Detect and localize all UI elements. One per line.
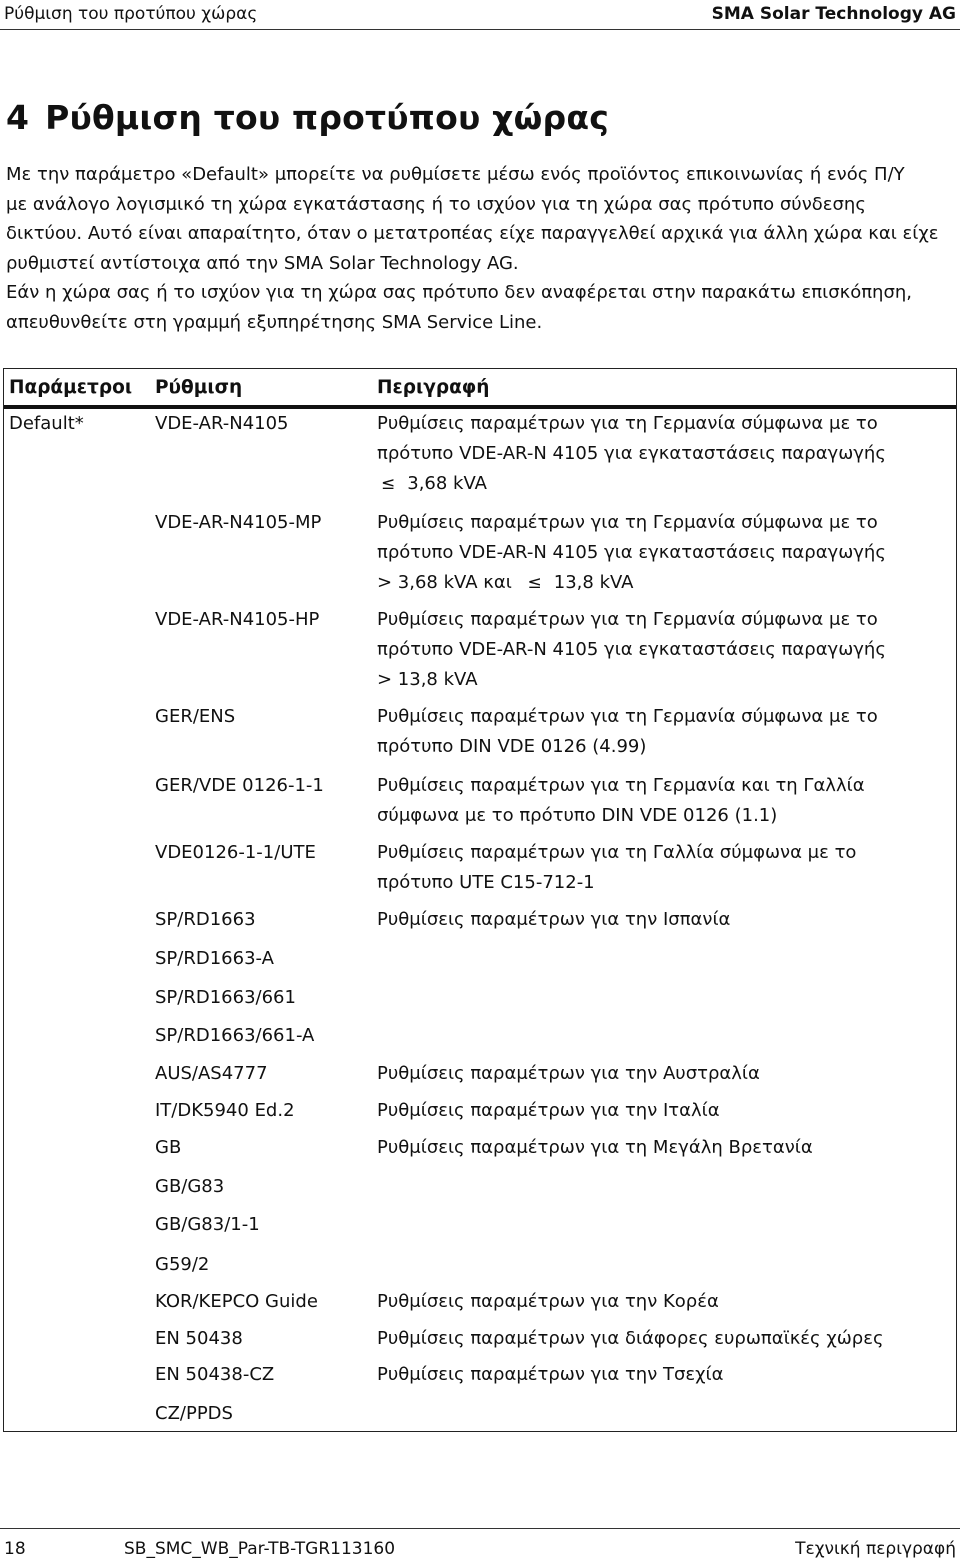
setting-cell: IT/DK5940 Ed.2 — [155, 1100, 295, 1121]
setting-cell: EN 50438-CZ — [155, 1364, 275, 1385]
setting-cell: SP/RD1663-A — [155, 948, 274, 969]
header-section-title: Ρύθμιση του προτύπου χώρας — [4, 4, 258, 24]
description-cell: Ρυθμίσεις παραμέτρων για την Τσεχία — [377, 1364, 724, 1385]
setting-cell: SP/RD1663/661-A — [155, 1025, 315, 1046]
setting-cell: EN 50438 — [155, 1328, 243, 1349]
description-cell: Ρυθμίσεις παραμέτρων για την Κορέα — [377, 1291, 719, 1312]
table-header — [4, 369, 956, 409]
header-company: SMA Solar Technology AG — [711, 4, 956, 24]
less-equal-icon: ≤ — [527, 573, 542, 593]
description-cell: Ρυθμίσεις παραμέτρων για τη Γερμανία σύμφωνα με το πρότυπο VDE-AR-N 4105 για εγκαταστάσεις παραγωγής > 13,8 kVA — [377, 609, 886, 690]
page-header — [0, 0, 960, 30]
setting-cell: GB/G83/1-1 — [155, 1214, 260, 1235]
description-cell: Ρυθμίσεις παραμέτρων για τη Μεγάλη Βρετανία — [377, 1137, 813, 1158]
intro-text — [6, 160, 956, 337]
header-setting: Ρύθμιση — [155, 377, 243, 398]
page-number: 18 — [4, 1539, 26, 1559]
description-cell: Ρυθμίσεις παραμέτρων για διάφορες ευρωπαϊκές χώρες — [377, 1328, 884, 1349]
setting-cell: VDE-AR-N4105 — [155, 413, 289, 434]
setting-cell: GB — [155, 1137, 182, 1158]
page-title — [6, 98, 609, 137]
description-cell: Ρυθμίσεις παραμέτρων για τη Γερμανία σύμφωνα με το πρότυπο DIN VDE 0126 (4.99) — [377, 706, 878, 757]
intro-paragraph-1: Με την παράμετρο «Default» μπορείτε να ρυθμίσετε μέσω ενός προϊόντος επικοινωνίας ή ενός Π/Υ με ανάλογο λογισμικό τη χώρα εγκατάστασης ή το ισχύον για τη χώρα σας πρότυπο σύνδεσης δικτύου. Αυτό είναι απαραίτητο, όταν ο μετατροπέας είχε παραγγελθεί αρχικά για άλλη χώρα και είχε ρυθμιστεί αντίστοιχα από την SMA Solar Technology AG. — [6, 164, 939, 274]
document-id: SB_SMC_WB_Par-TB-TGR113160 — [124, 1539, 396, 1559]
country-standards-table — [3, 368, 957, 1432]
setting-cell: GER/ENS — [155, 706, 236, 727]
setting-cell: CZ/PPDS — [155, 1403, 233, 1424]
header-parameters: Παράμετροι — [9, 377, 133, 398]
setting-cell: VDE-AR-N4105-MP — [155, 512, 322, 533]
setting-cell: AUS/AS4777 — [155, 1063, 268, 1084]
header-description: Περιγραφή — [377, 377, 490, 398]
description-cell: Ρυθμίσεις παραμέτρων για τη Γερμανία σύμφωνα με το πρότυπο VDE-AR-N 4105 για εγκαταστάσεις παραγωγής > 3,68 kVA και ≤ 13,8 kVA — [377, 508, 886, 598]
setting-cell: GB/G83 — [155, 1176, 225, 1197]
description-cell: Ρυθμίσεις παραμέτρων για τη Γερμανία και τη Γαλλία σύμφωνα με το πρότυπο DIN VDE 0126 (1.1) — [377, 775, 865, 826]
page-footer — [0, 1528, 960, 1564]
setting-cell: KOR/KEPCO Guide — [155, 1291, 318, 1312]
description-cell: Ρυθμίσεις παραμέτρων για την Ισπανία — [377, 909, 731, 930]
setting-cell: VDE0126-1-1/UTE — [155, 842, 316, 863]
description-cell: Ρυθμίσεις παραμέτρων για την Αυστραλία — [377, 1063, 760, 1084]
param-default: Default* — [9, 413, 84, 434]
description-cell: Ρυθμίσεις παραμέτρων για την Ιταλία — [377, 1100, 720, 1121]
chapter-number: 4 — [6, 98, 30, 137]
setting-cell: VDE-AR-N4105-HP — [155, 609, 320, 630]
description-cell: Ρυθμίσεις παραμέτρων για τη Γερμανία σύμφωνα με το πρότυπο VDE-AR-N 4105 για εγκαταστάσεις παραγωγής ≤ 3,68 kVA — [377, 409, 886, 499]
chapter-title: Ρύθμιση του προτύπου χώρας — [45, 98, 609, 137]
setting-cell: SP/RD1663 — [155, 909, 256, 930]
setting-cell: SP/RD1663/661 — [155, 987, 296, 1008]
setting-cell: GER/VDE 0126-1-1 — [155, 775, 324, 796]
intro-paragraph-2: Εάν η χώρα σας ή το ισχύον για τη χώρα σας πρότυπο δεν αναφέρεται στην παρακάτω επισκόπηση, απευθυνθείτε στη γραμμή εξυπηρέτησης SMA Service Line. — [6, 282, 913, 333]
document-type: Τεχνική περιγραφή — [795, 1539, 956, 1559]
less-equal-icon: ≤ — [381, 474, 396, 494]
setting-cell: G59/2 — [155, 1254, 210, 1275]
description-cell: Ρυθμίσεις παραμέτρων για τη Γαλλία σύμφωνα με το πρότυπο UTE C15-712-1 — [377, 842, 857, 893]
